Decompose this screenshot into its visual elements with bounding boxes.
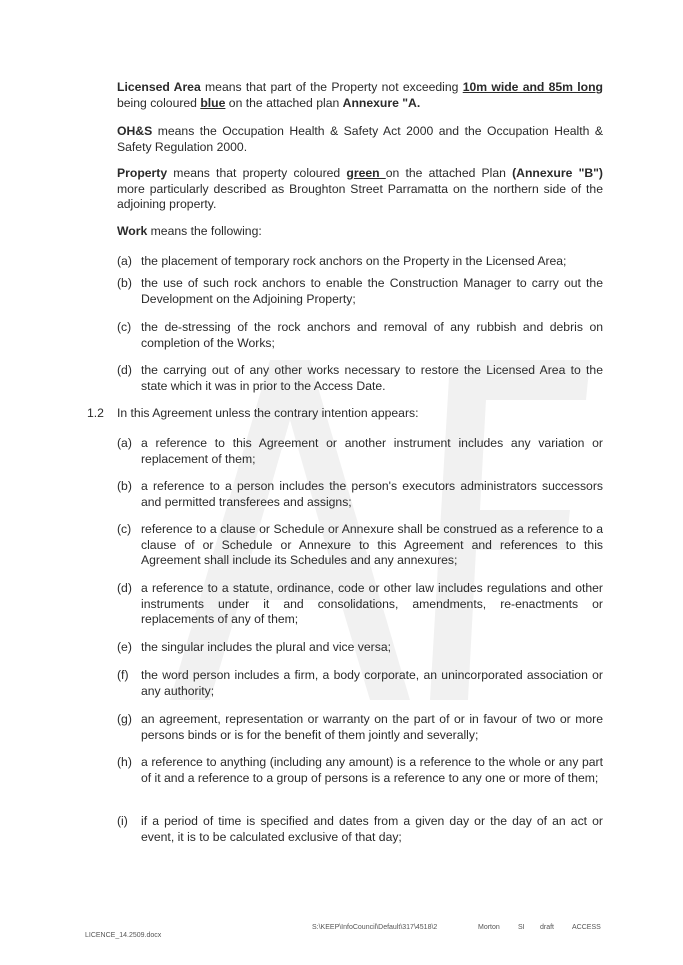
item-label: (e) (117, 640, 132, 654)
item-text: a reference to this Agreement or another instrument includes any variation or replacement of them; (141, 436, 603, 466)
footer-author: Morton (478, 924, 500, 931)
definition-work (117, 224, 603, 240)
footer-access: ACCESS (572, 924, 601, 931)
item-text: an agreement, representation or warranty on the part of or in favour of two or more persons binds or is for the benefit of them jointly and severally; (141, 712, 603, 742)
def-text: on the attached Plan (385, 166, 513, 180)
definition-licensed-area (117, 80, 603, 111)
item-label: (d) (117, 581, 132, 595)
def-emphasis: 10m wide and 85m long (462, 80, 603, 94)
clause-number: 1.2 (87, 406, 104, 420)
item-label: (a) (117, 254, 132, 268)
term-property: Property (117, 166, 168, 180)
def-emphasis: green (346, 166, 386, 180)
item-text: a reference to a person includes the person's executors administrators successors and permitted transferees and assigns; (141, 479, 603, 509)
item-text: the carrying out of any other works necessary to restore the Licensed Area to the state which it was in prior to the Access Date. (141, 363, 603, 393)
item-text: reference to a clause or Schedule or Annexure shall be construed as a reference to a clause of or Schedule or Annexure to this Agreement and references to this Agreement shall include its Schedules and any annexures; (141, 522, 603, 567)
item-text: if a period of time is specified and dates from a given day or the day of an act or event, it is to be calculated exclusive of that day; (141, 814, 603, 844)
footer-filename: LICENCE_14.2509.docx (85, 932, 162, 939)
item-text: the use of such rock anchors to enable the Construction Manager to carry out the Development on the Adjoining Property; (141, 276, 603, 306)
term-work: Work (117, 224, 148, 238)
def-emphasis: (Annexure "B") (512, 166, 603, 180)
item-label: (a) (117, 436, 132, 450)
term-ohs: OH&S (117, 124, 153, 138)
def-text: means that part of the Property not exceeding (200, 80, 463, 94)
item-label: (d) (117, 363, 132, 377)
item-label: (b) (117, 479, 132, 493)
item-text: the de-stressing of the rock anchors and removal of any rubbish and debris on completion of the Works; (141, 320, 603, 350)
item-text: a reference to a statute, ordinance, code or other law includes regulations and other instruments under it and consolidations, amendments, re-enactments or replacements of any of them; (141, 581, 603, 626)
item-text: the singular includes the plural and vice versa; (141, 640, 391, 654)
item-label: (f) (117, 668, 129, 682)
term-licensed-area: Licensed Area (117, 80, 201, 94)
def-text: means the Occupation Health & Safety Act 2000 and the Occupation Health & Safety Regulation 2000. (117, 124, 603, 154)
def-text: means the following: (147, 224, 262, 238)
definition-property (117, 166, 603, 213)
def-text: on the attached plan (225, 95, 343, 110)
item-label: (i) (117, 814, 128, 828)
item-label: (c) (117, 522, 132, 536)
item-label: (h) (117, 755, 132, 769)
item-label: (c) (117, 320, 132, 334)
item-text: the placement of temporary rock anchors on the Property in the Licensed Area; (141, 254, 567, 268)
definition-ohs (117, 124, 603, 155)
def-text: being coloured (117, 95, 201, 110)
item-text: the word person includes a firm, a body corporate, an unincorporated association or any authority; (141, 668, 603, 698)
def-text: more particularly described as Broughton Street Parramatta on the northern side of the adjoining property. (117, 181, 603, 211)
clause-intro: In this Agreement unless the contrary intention appears: (117, 406, 419, 420)
footer-path: S:\KEEP\InfoCouncil\Default\317\4518\2 (312, 924, 438, 931)
item-text: a reference to anything (including any amount) is a reference to the whole or any part of it and a reference to a group of persons is a reference to any one or more of them; (141, 755, 603, 785)
def-emphasis: blue (200, 95, 226, 110)
def-emphasis: Annexure "A. (342, 95, 421, 110)
footer-initials: SI (518, 924, 525, 931)
item-label: (b) (117, 276, 132, 290)
footer-status: draft (540, 924, 555, 931)
def-text: means that property coloured (167, 166, 347, 180)
item-label: (g) (117, 712, 132, 726)
